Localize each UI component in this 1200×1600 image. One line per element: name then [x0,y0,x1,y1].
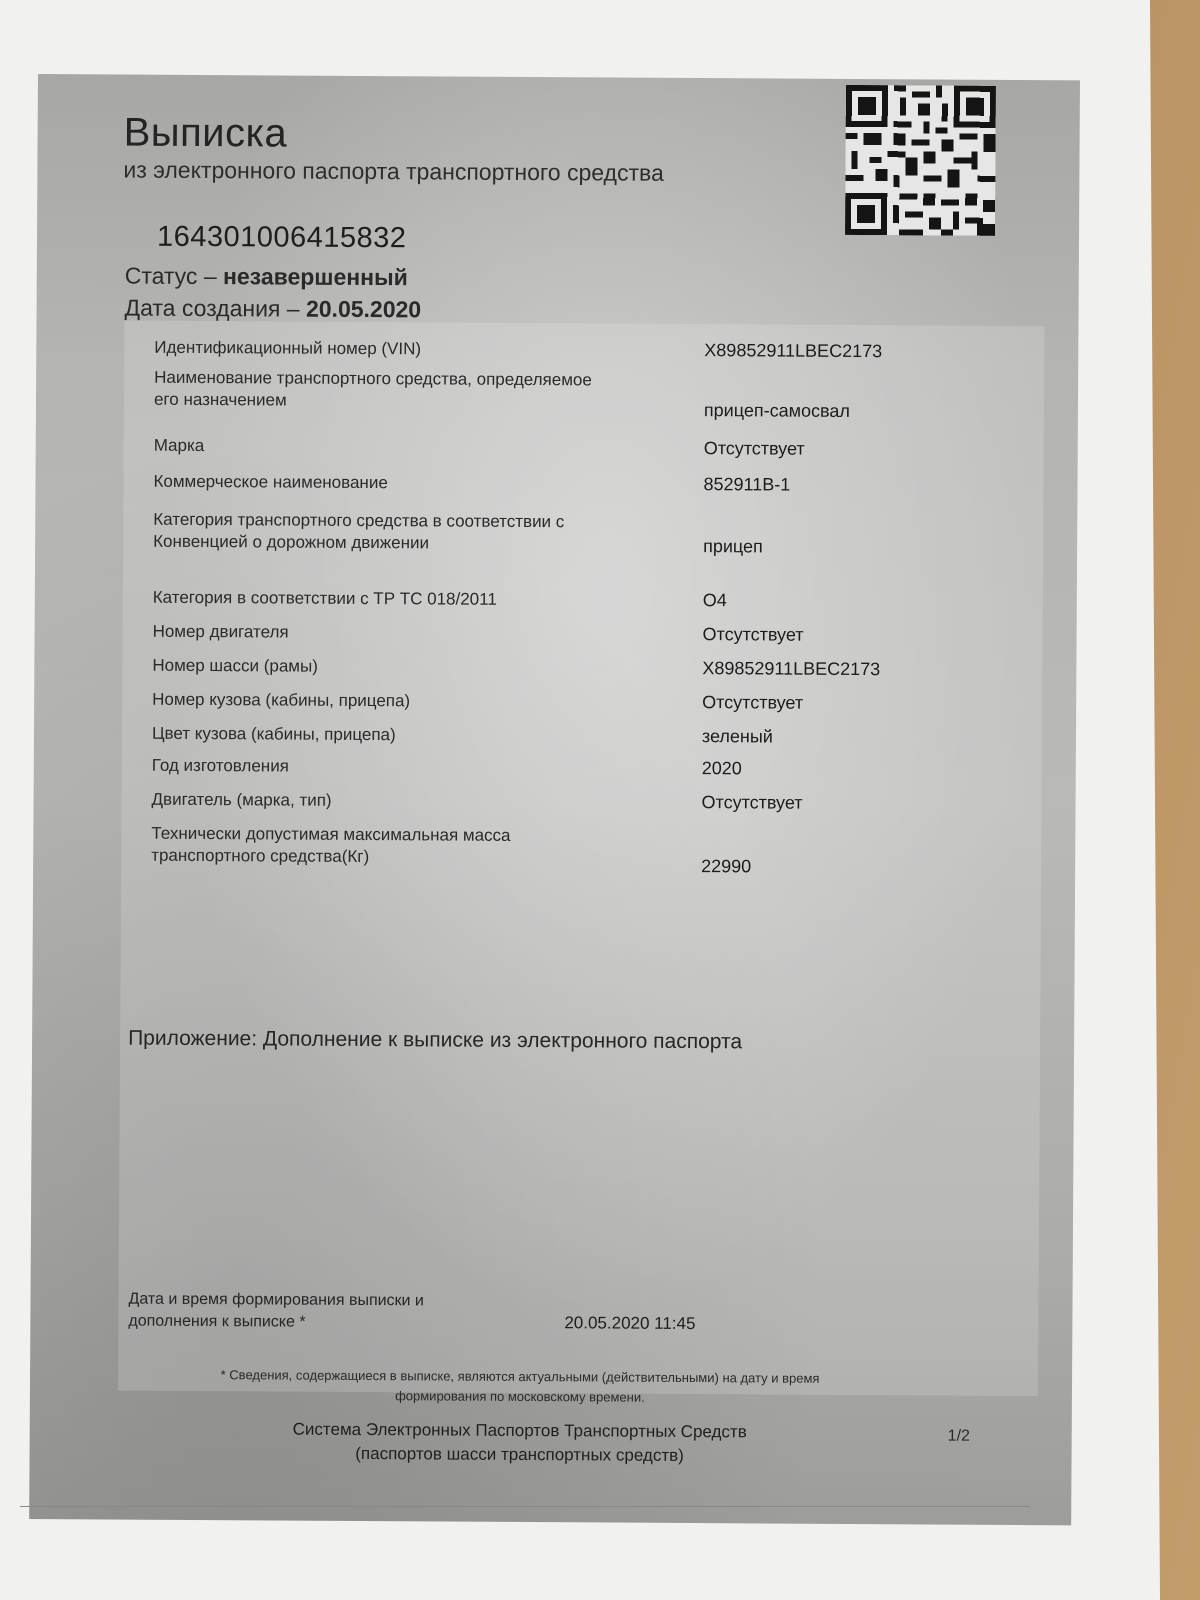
field-label: Номер двигателя [152,621,289,642]
field-label: Категория в соответствии с ТР ТС 018/2011 [152,587,497,609]
field-label: Идентификационный номер (VIN) [154,337,422,359]
bottom-rule [20,1506,1030,1507]
field-value: Отсутствует [702,624,804,645]
field-value: X89852911LBEC2173 [704,340,883,362]
field-label: Категория транспортного средства в соответствии с Конвенцией о дорожном движении [153,509,565,553]
field-value: прицеп-самосвал [703,400,850,421]
document-number: 164301006415832 [156,220,407,255]
field-label: Год изготовления [151,755,289,776]
generation-datetime-value: 20.05.2020 11:45 [564,1313,696,1334]
generation-datetime-label: Дата и время формирования выписки и дополнения к выписке * [128,1290,424,1331]
footnote: * Сведения, содержащиеся в выписке, являются актуальными (действительными) на дату и время формирования по московскому времени. [220,1367,820,1405]
field-value: X89852911LBEC2173 [702,658,881,680]
field-value: O4 [702,590,727,611]
system-name [230,1417,810,1469]
document-subtitle: из электронного паспорта транспортного средства [123,156,664,186]
document-print-area [29,74,1080,1525]
field-label: Технически допустимая максимальная масса транспортного средства(Кг) [151,823,511,867]
page-number: 1/2 [947,1427,970,1445]
created-value: 20.05.2020 [305,295,422,323]
field-label: Коммерческое наименование [153,471,388,493]
field-value: 22990 [701,856,752,877]
field-value: Отсутствует [703,438,805,459]
system-name-line1: Система Электронных Паспортов Транспортных Средств [292,1419,747,1442]
field-label: Цвет кузова (кабины, прицепа) [151,723,396,745]
field-value: Отсутствует [702,692,804,713]
field-value: 852911В-1 [703,474,791,495]
field-label: Двигатель (марка, тип) [151,789,332,810]
status-value: незавершенный [222,263,408,291]
document-title: Выписка [123,110,288,156]
field-label: Номер кузова (кабины, прицепа) [152,689,411,711]
status-line [125,263,408,292]
field-value: Отсутствует [701,792,803,813]
created-date-line [124,295,421,324]
appendix-heading: Приложение: Дополнение к выписке из электронного паспорта [128,1026,743,1054]
field-value: прицеп [703,536,763,557]
field-value: 2020 [701,758,742,779]
field-label: Марка [153,435,205,456]
field-label: Номер шасси (рамы) [152,655,318,676]
system-name-line2: (паспортов шасси транспортных средств) [355,1443,684,1465]
created-label: Дата создания – [124,294,307,322]
field-label: Наименование транспортного средства, определяемое его назначением [153,367,592,410]
qr-code-icon [845,85,996,236]
field-value: зеленый [701,726,773,747]
status-label: Статус – [124,262,224,290]
